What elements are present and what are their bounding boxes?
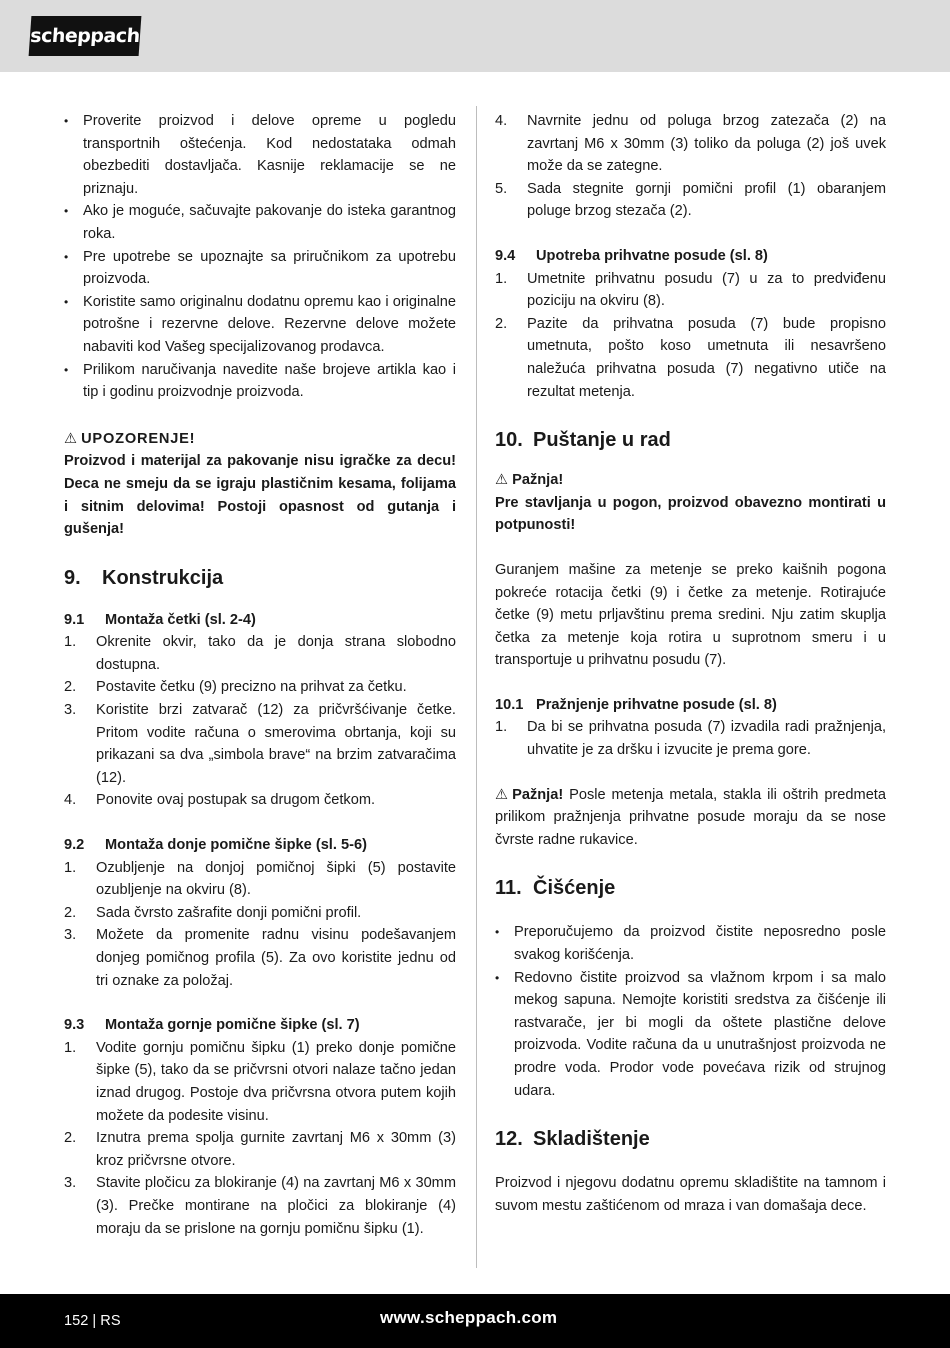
caution-title: Pažnja! (512, 472, 564, 489)
list-item: • Prilikom naručivanja navedite naše brojeve artikla kao i tip i godinu proizvodnje proizvoda. (64, 359, 456, 404)
column-divider (476, 106, 477, 1268)
caution-text: Pre stavljanja u pogon, proizvod obavezno montirati u potpunosti! (495, 494, 886, 534)
list-item: • Ako je moguće, sačuvajte pakovanje do isteka garantnog roka. (64, 200, 456, 245)
list-item: 1. Okrenite okvir, tako da je donja strana slobodno dostupna. (64, 634, 456, 673)
left-column (64, 110, 456, 1240)
subsection-heading-collector: 9.4 Upotreba prihvatne posude (sl. 8) (495, 247, 768, 264)
page-number: 152 | RS (64, 1313, 121, 1329)
list-item: • Redovno čistite proizvod sa vlažnom krpom i sa malo mekog sapuna. Nemojte koristiti sredstva za čišćenje ili rastvarače, jer bi mogli da oštete plastične delove proizvoda. Vodite računa da u unutrašnjost proizvoda ne prodre voda. Prodor vode povećava rizik od strujnog udara. (495, 967, 886, 1103)
cleaning-bullet-list (495, 921, 886, 1102)
brush-steps-list (64, 631, 456, 812)
list-item: 5. Sada stegnite gornji pomični profil (1) obaranjem poluge brzog stezača (2). (495, 180, 886, 220)
section-heading-cleaning: 11. Čišćenje (495, 877, 616, 900)
scheppach-logo: scheppach (29, 16, 142, 56)
lower-bar-steps-list (64, 857, 456, 993)
list-item: 2. Pazite da prihvatna posuda (7) bude propisno umetnuta, pošto koso umetnuta ili nesavršeno naležuća prihvatna posuda (7) negativno utiče na rezultat metenja. (495, 315, 886, 400)
warning-triangle-icon: ⚠ (495, 786, 509, 803)
list-item: • Koristite samo originalnu dodatnu opremu kao i originalne potrošne i rezervne delove. Rezervne delove možete nabaviti kod Vašeg specijalizovanog prodavca. (64, 291, 456, 359)
section-heading-storage: 12. Skladištenje (495, 1128, 650, 1151)
upper-bar-steps-continued (495, 110, 886, 223)
warning-text: Proizvod i materijal za pakovanje nisu igračke za decu! Deca ne smeju da se igraju plastičnim kesama, folijama i sitnim delovima! Postoji opasnost od gutanja i gušenja! (64, 453, 456, 538)
warning-triangle-icon: ⚠ (495, 472, 509, 489)
section-heading-startup: 10. Puštanje u rad (495, 429, 671, 452)
list-item: • Preporučujemo da proizvod čistite neposredno posle svakog korišćenja. (495, 921, 886, 966)
subsection-heading-lower-bar: 9.2 Montaža donje pomične šipke (sl. 5-6) (64, 837, 367, 854)
caution-block (495, 469, 886, 537)
page-footer (0, 1294, 950, 1348)
emptying-steps-list (495, 716, 886, 761)
warning-block (64, 428, 456, 541)
subsection-heading-emptying: 10.1 Pražnjenje prihvatne posude (sl. 8) (495, 696, 777, 713)
list-item: 3. Možete da promenite radnu visinu podešavanjem donjeg pomičnog profila (5). Za ovo koristite jednu od tri oznake za položaj. (64, 927, 456, 989)
list-item: 2. Postavite četku (9) precizno na prihvat za četku. (64, 679, 407, 696)
subsection-heading-upper-bar: 9.3 Montaža gornje pomične šipke (sl. 7) (64, 1017, 360, 1034)
list-item: • Pre upotrebe se upoznajte sa priručnikom za upotrebu proizvoda. (64, 246, 456, 291)
emptying-note: ⚠ Pažnja! Posle metenja metala, stakla ili oštrih predmeta prilikom pražnjenja prihvatne posude moraju da se nose čvrste radne rukavice. (495, 784, 886, 852)
upper-bar-steps-list (64, 1037, 456, 1240)
section-heading-construction: 9. Konstrukcija (64, 566, 224, 589)
list-item: 1. Umetnite prihvatnu posudu (7) u za to predviđenu poziciju na okviru (8). (495, 270, 886, 310)
right-column (495, 110, 886, 1217)
list-item: 1. Da bi se prihvatna posuda (7) izvadila radi pražnjenja, uhvatite je za dršku i izvucite je prema gore. (495, 719, 886, 759)
intro-bullet-list (64, 110, 456, 404)
list-item: 1. Vodite gornju pomičnu šipku (1) preko donje pomične šipke (5), tako da se pričvrsni otvori nalaze tačno jedan iznad drugog. Postoje dva pričvrsna otvora putem kojih možete da podesite visinu. (64, 1039, 456, 1124)
list-item: 4. Ponovite ovaj postupak sa drugom četkom. (64, 792, 376, 809)
subsection-heading-brushes: 9.1 Montaža četki (sl. 2-4) (64, 611, 256, 628)
list-item: 2. Iznutra prema spolja gurnite zavrtanj M6 x 30mm (3) kroz pričvrsne otvore. (64, 1130, 456, 1169)
list-item: 3. Koristite brzi zatvarač (12) za pričvršćivanje četke. Pritom vodite računa o smerovima obrtanja, koji su prikazani sa dva „simbola brave“ na brzim zatvaračima (12). (64, 702, 456, 786)
header-band (0, 0, 950, 72)
storage-paragraph: Proizvod i njegovu dodatnu opremu skladištite na tamnom i suvom mestu zaštićenom od mraza i van domašaja dece. (495, 1175, 886, 1214)
list-item: 2. Sada čvrsto zašrafite donji pomični profil. (64, 904, 362, 921)
website-link[interactable]: www.scheppach.com (380, 1308, 558, 1327)
warning-title: UPOZORENJE! (81, 430, 196, 447)
warning-heading (64, 428, 456, 451)
list-item: 3. Stavite pločicu za blokiranje (4) na zavrtanj M6 x 30mm (3). Prečke montirane na pločici za blokiranje (4) moraju da se prislone na gornju pomičnu šipku (1). (64, 1175, 456, 1237)
list-item: 4. Navrnite jednu od poluga brzog zatezača (2) na zavrtanj M6 x 30mm (3) toliko da poluga (2) još uvek može da se zategne. (495, 113, 886, 175)
collector-steps-list (495, 268, 886, 404)
warning-triangle-icon: ⚠ (64, 430, 78, 447)
list-item: • Proverite proizvod i delove opreme u pogledu transportnih oštećenja. Kod nedostataka odmah obezbediti dostavljača. Kasnije reklamacije se ne priznaju. (64, 110, 456, 200)
list-item: 1. Ozubljenje na donjoj pomičnoj šipki (5) postavite ozubljenje na okviru (8). (64, 859, 456, 899)
startup-paragraph: Guranjem mašine za metenje se preko kaišnih pogona pokreće rotacija četki (9) i četke za metenje. Rotirajuće četke (9) metu prljavštinu prema sredini. Nju zatim skuplja četka za metenje koja rotira u suprotnom smeru i u transportuje u prihvatnu posudu (7). (495, 561, 886, 669)
